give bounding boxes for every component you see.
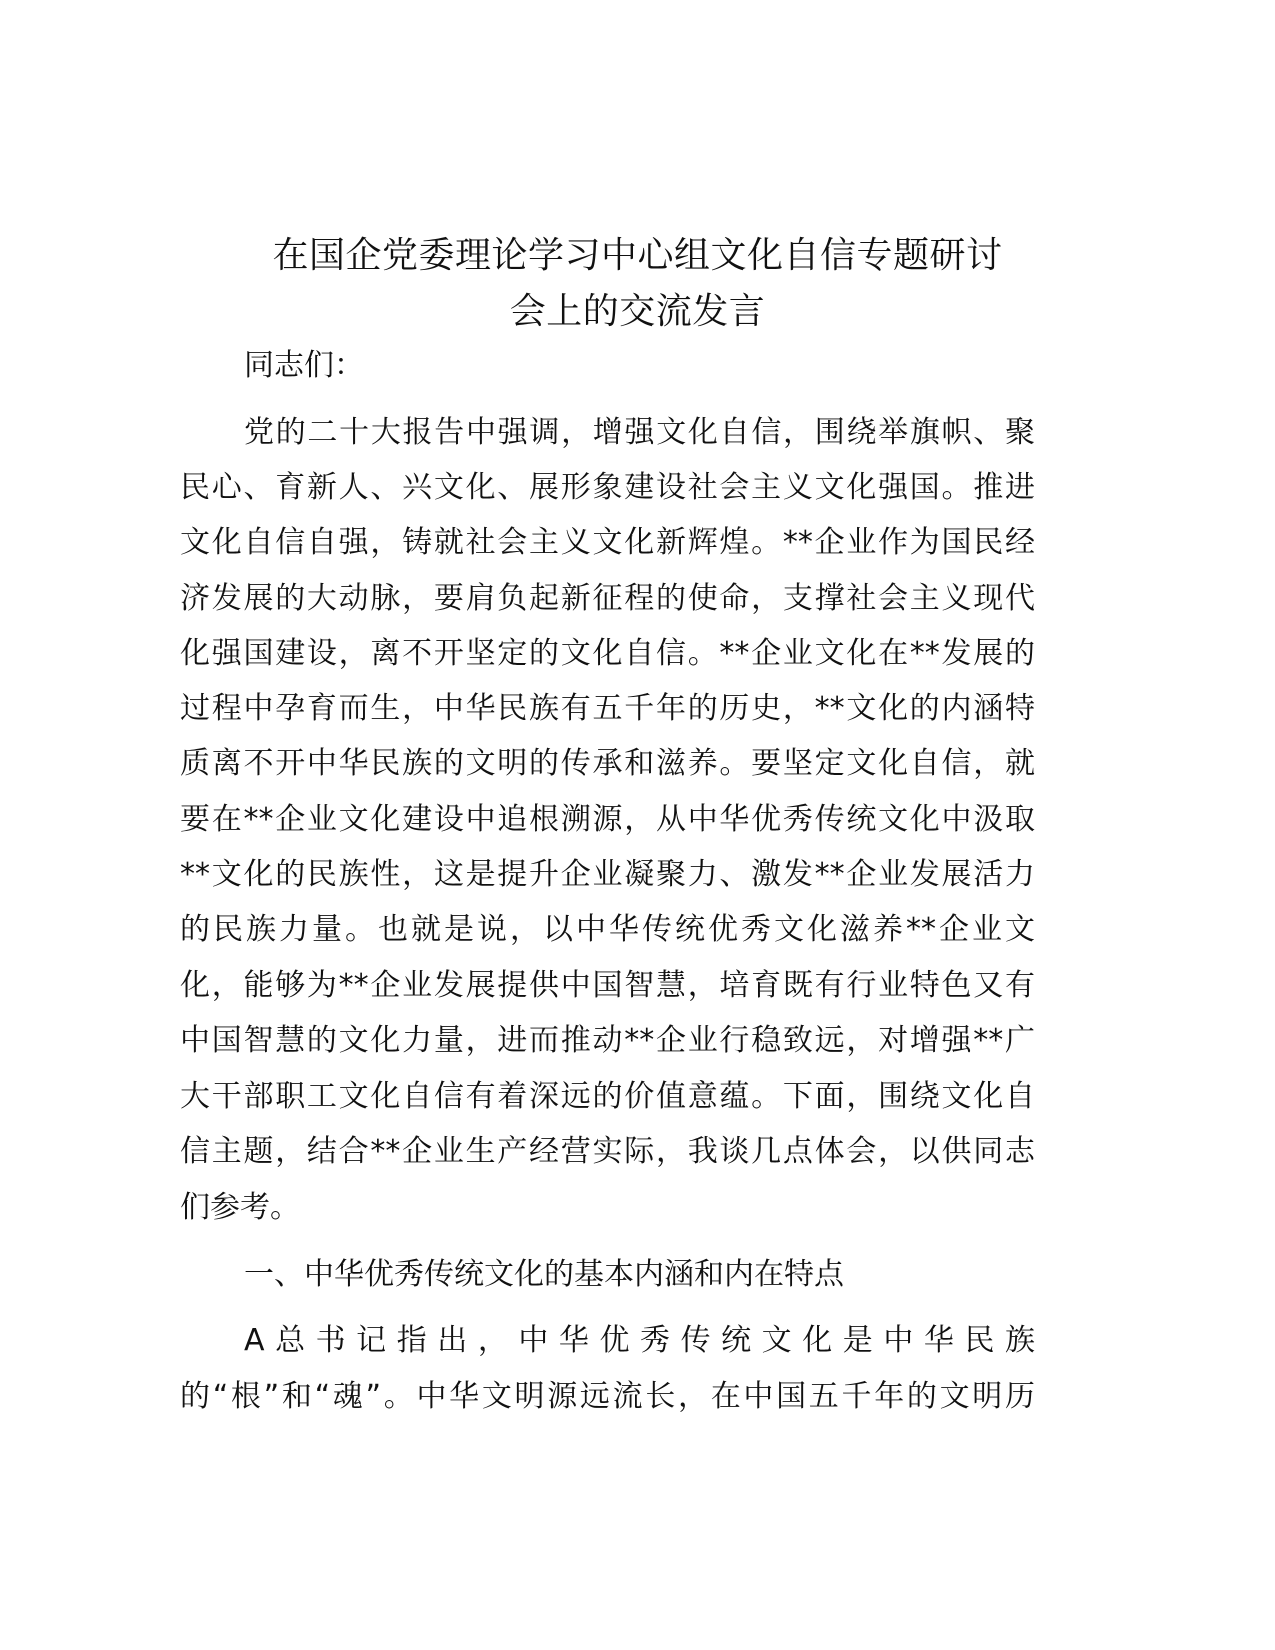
paragraph-line: 信主题，结合**企业生产经营实际，我谈几点体会，以供同志 — [180, 1134, 1035, 1169]
paragraph-line: 质离不开中华民族的文明的传承和滋养。要坚定文化自信，就 — [180, 746, 1035, 781]
paragraph-line: 要在**企业文化建设中追根溯源，从中华优秀传统文化中汲取 — [180, 802, 1035, 837]
paragraph-line: 文化自信自强，铸就社会主义文化新辉煌。**企业作为国民经 — [180, 525, 1035, 560]
paragraph-line: 化，能够为**企业发展提供中国智慧，培育既有行业特色又有 — [180, 968, 1035, 1003]
paragraph-line: **文化的民族性，这是提升企业凝聚力、激发**企业发展活力 — [180, 857, 1035, 892]
paragraph-line: 们参考。 — [180, 1190, 300, 1225]
paragraph-line: 大干部职工文化自信有着深远的价值意蕴。下面，围绕文化自 — [180, 1079, 1035, 1114]
section-heading-1: 一、中华优秀传统文化的基本内涵和内在特点 — [244, 1257, 844, 1292]
paragraph-line: 中国智慧的文化力量，进而推动**企业行稳致远，对增强**广 — [180, 1023, 1035, 1058]
paragraph-line: 过程中孕育而生，中华民族有五千年的历史，**文化的内涵特 — [180, 691, 1035, 726]
title-line-1: 在国企党委理论学习中心组文化自信专题研讨 — [272, 235, 1003, 276]
paragraph-line: 民心、育新人、兴文化、展形象建设社会主义文化强国。推进 — [180, 470, 1035, 505]
paragraph-line: 济发展的大动脉，要肩负起新征程的使命，支撑社会主义现代 — [180, 581, 1035, 616]
salutation: 同志们： — [244, 348, 364, 383]
paragraph-line: 党的二十大报告中强调，增强文化自信，围绕举旗帜、聚 — [244, 415, 1035, 450]
title-line-2: 会上的交流发言 — [509, 291, 766, 332]
document-title — [150, 228, 1125, 340]
paragraph-line: 的“根”和“魂”。中华文明源远流长，在中国五千年的文明历 — [180, 1379, 1035, 1414]
paragraph-line: 的民族力量。也就是说，以中华传统优秀文化滋养**企业文 — [180, 912, 1035, 947]
paragraph-line: 化强国建设，离不开坚定的文化自信。**企业文化在**发展的 — [180, 636, 1035, 671]
paragraph-line: A总书记指出，中华优秀传统文化是中华民族 — [244, 1323, 1035, 1358]
